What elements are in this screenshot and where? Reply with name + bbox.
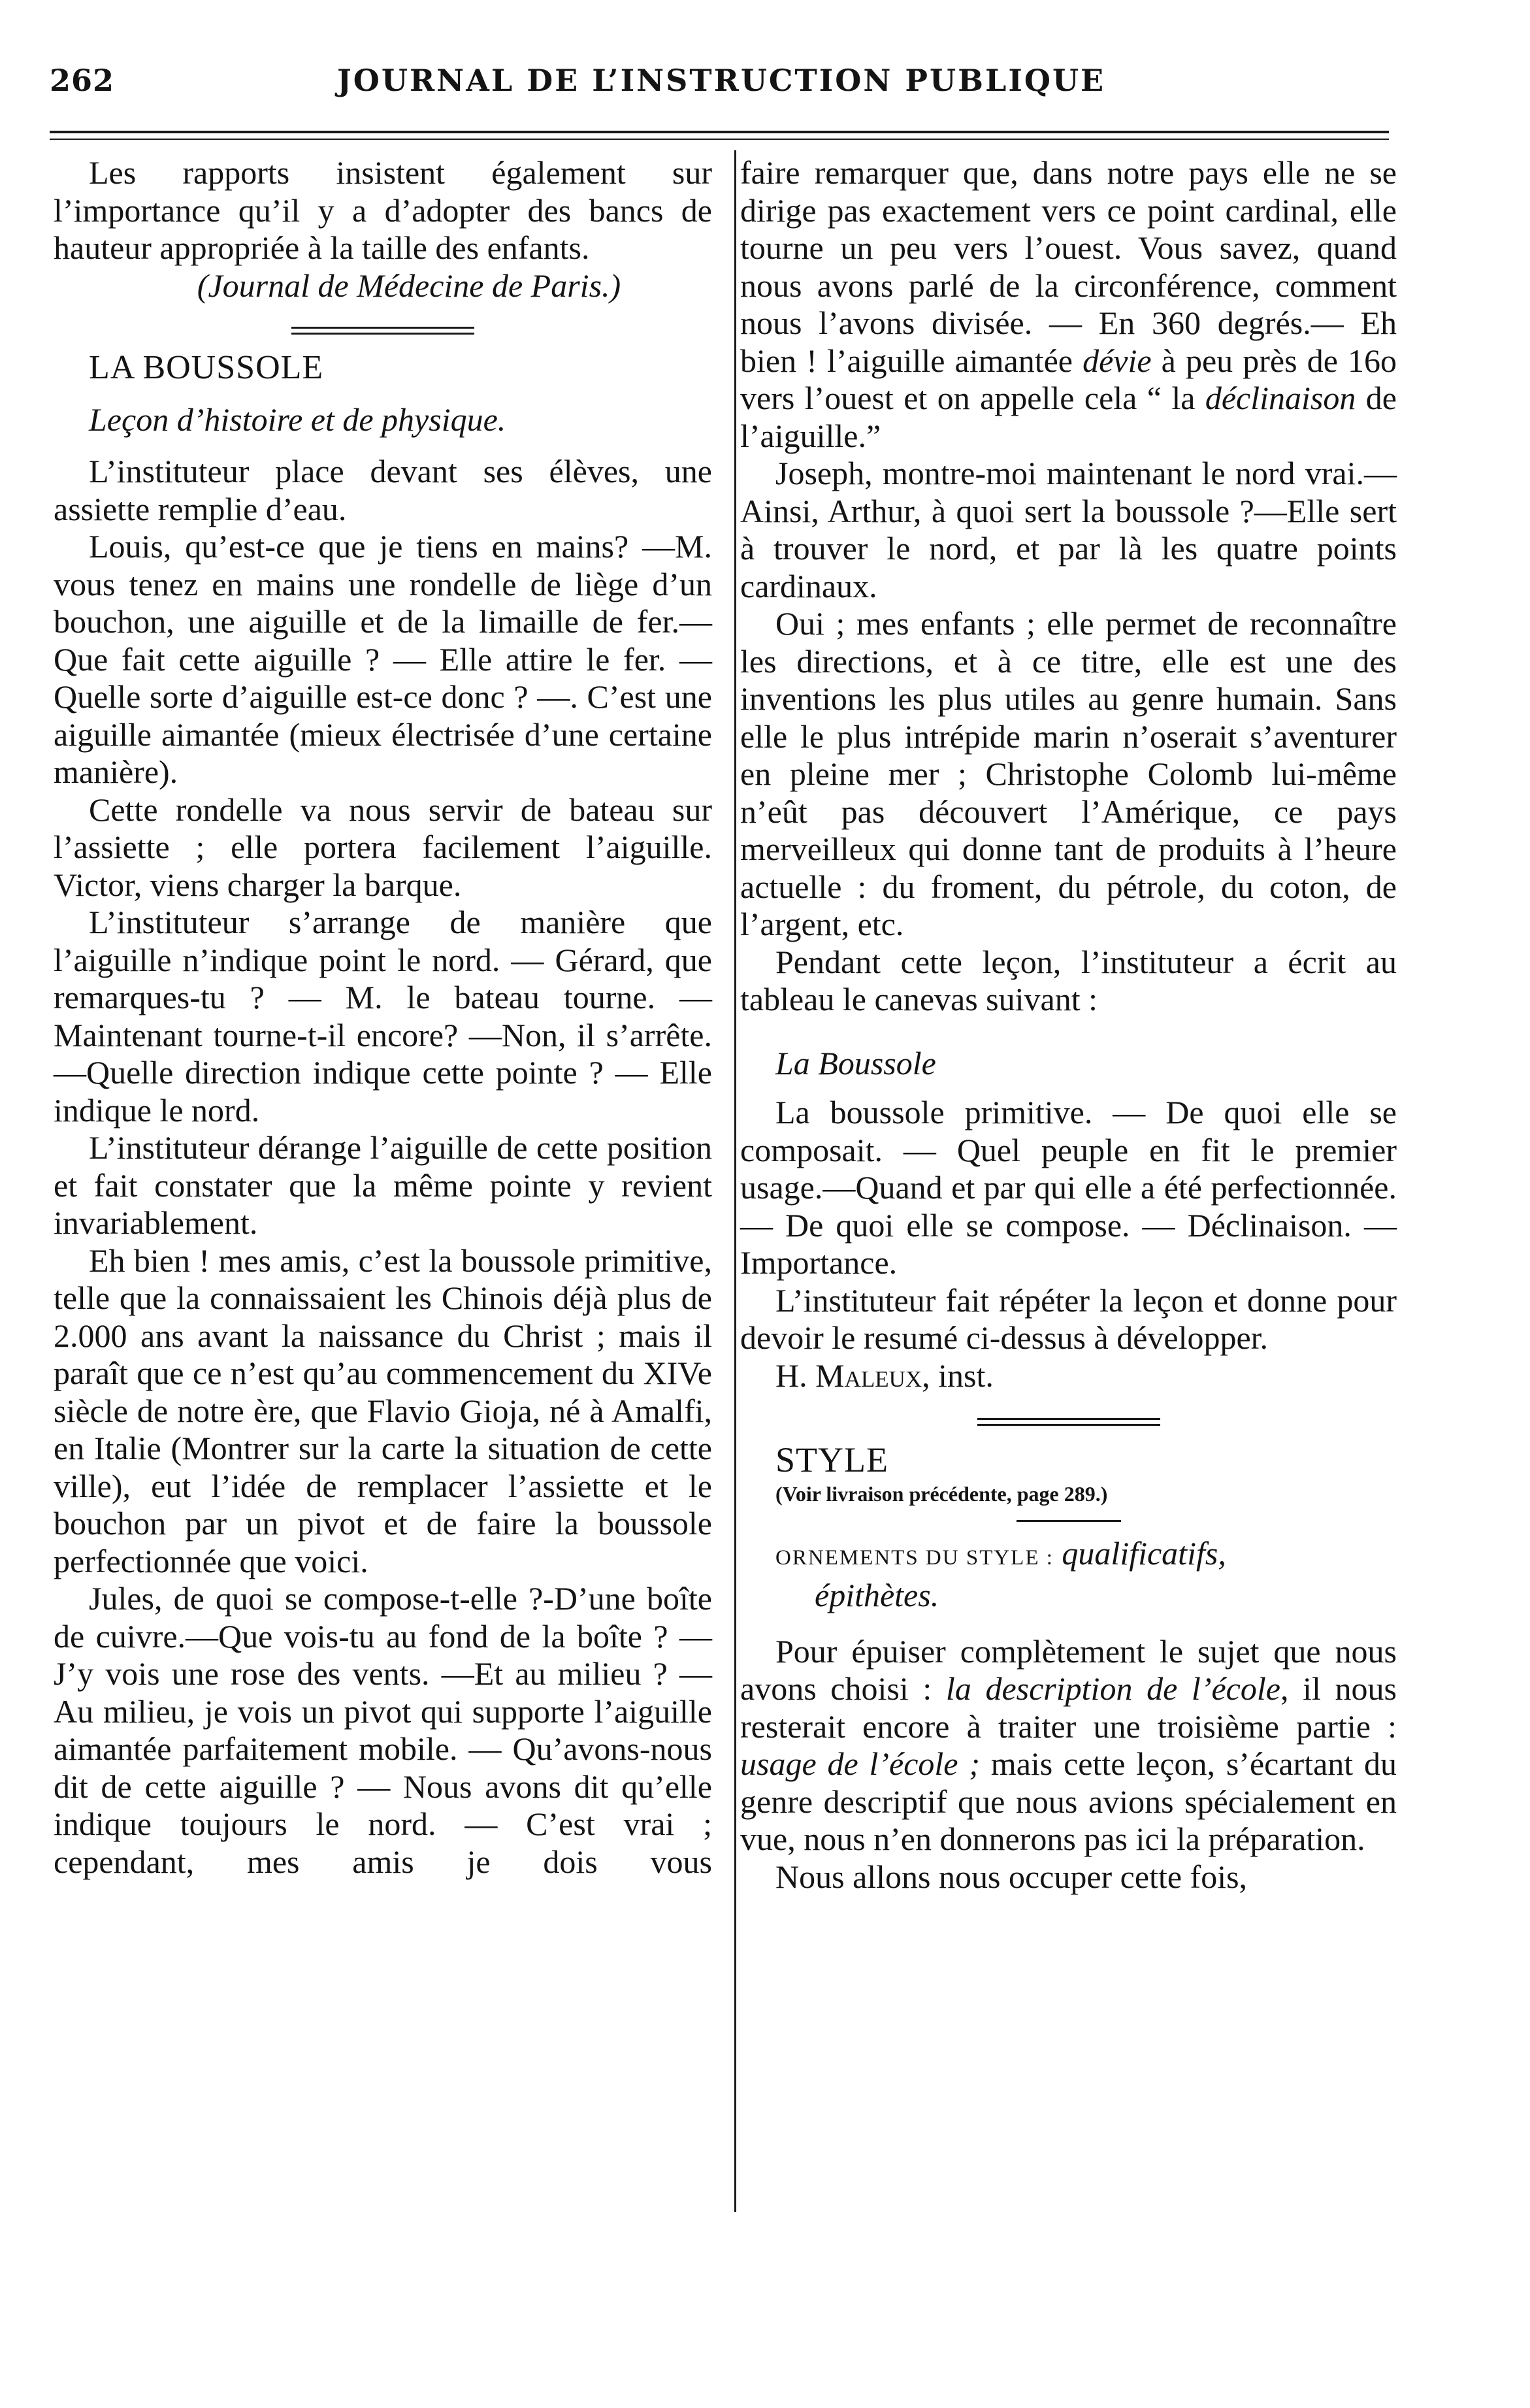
ornements-epithetes: épithètes. (815, 1577, 939, 1613)
style-ornament (977, 1418, 1160, 1426)
style-reference: (Voir livraison précédente, page 289.) (775, 1481, 1108, 1506)
style-p1-text-b: , il nous resterait encore à traiter une troisième partie : (740, 1670, 1397, 1745)
continuation-text-b: à peu près de 16o vers l’ouest et on appelle cela “ la (740, 342, 1397, 416)
signature-name: Maleux (815, 1357, 922, 1394)
section-ornament (291, 327, 474, 335)
signature-initial: H. (775, 1357, 816, 1394)
lesson-paragraph-4: L’instituteur s’arrange de manière que l’aiguille n’indique point le nord. — Gérard, que remarques-tu ? — M. le bateau tourne. — Maintenant tourne-t-il encore? —Non, il s’arrête.—Quelle direction indique cette pointe ? — Elle indique le nord. (54, 904, 712, 1129)
paragraph-bancs: Les rapports insistent également sur l’importance qu’il y a d’adopter des bancs de hauteur appropriée à la taille des enfants. (54, 154, 712, 266)
signature-suffix: , inst. (922, 1357, 994, 1394)
page-number: 262 (50, 63, 115, 98)
author-signature (740, 1357, 1397, 1395)
lesson-paragraph-6: Eh bien ! mes amis, c’est la boussole primitive, telle que la connaissaient les Chinois déjà plus de 2.000 ans avant la naissance du Christ ; mais il paraît que ce n’est qu’au commencement du XIVe siècle de notre ère, que Flavio Gioja, né à Amalfi, en Italie (Montrer sur la carte la situation de cette ville), eut l’idée de remplacer l’assiette et le bouchon par un pivot et de faire la boussole perfectionnée que voici. (54, 1242, 712, 1579)
column-divider (734, 150, 736, 2212)
ornements-caps: ORNEMENTS DU STYLE : (775, 1545, 1054, 1570)
page-header (50, 63, 1389, 110)
style-paragraph-1 (740, 1633, 1397, 1858)
header-rule-thin (50, 139, 1389, 140)
canevas-paragraph-1: La boussole primitive. — De quoi elle se composait. — Quel peuple en fit le premier usage.—Quand et par qui elle a été perfectionnée. — De quoi elle se compose. — Déclinaison. — Importance. (740, 1094, 1397, 1281)
lesson-paragraph-5: L’instituteur dérange l’aiguille de cette position et fait constater que la même pointe y revient invariablement. (54, 1129, 712, 1241)
lesson-paragraph-7: Jules, de quoi se compose-t-elle ?-D’une boîte de cuivre.—Que vois-tu au fond de la boîte ? — J’y vois une rose des vents. —Et au milieu ? — Au milieu, je vois un pivot qui supporte l’aiguille aimantée parfaitement mobile. — Qu’avons-nous dit de cette aiguille ? — Nous avons dit qu’elle indique toujours le nord. — C’est vrai ; cependant, mes amis je dois vous (54, 1580, 712, 1880)
running-title: JOURNAL DE L’INSTRUCTION PUBLIQUE (337, 63, 1106, 98)
right-paragraph-3: Pendant cette leçon, l’instituteur a écrit au tableau le canevas suivant : (740, 943, 1397, 1017)
section-title-boussole: LA BOUSSOLE (89, 349, 324, 386)
left-column (54, 154, 712, 1881)
canevas-title: La Boussole (775, 1044, 936, 1081)
header-rule-thick (50, 131, 1389, 133)
continuation-text-a: faire remarquer que, dans notre pays elle ne se dirige pas exactement vers ce point cardinal, elle tourne un peu vers l’ouest. Vous savez, quand nous avons parlé de la circonférence, comment nous l’avons divisée. — En 360 degrés.— Eh bien ! l’aiguille aimantée (740, 154, 1397, 379)
lesson-paragraph-3: Cette rondelle va nous servir de bateau sur l’assiette ; elle portera facilement l’aiguille. Victor, viens charger la barque. (54, 791, 712, 903)
style-p1-italic-description: la description de l’école (945, 1670, 1280, 1707)
continuation-italic-devie: dévie (1082, 342, 1152, 379)
lesson-paragraph-2: Louis, qu’est-ce que je tiens en mains? —M. vous tenez en mains une rondelle de liège d’un bouchon, une aiguille et de la limaille de fer.— Que fait cette aiguille ? — Elle attire le fer. — Quelle sorte d’aiguille est-ce donc ? —. C’est une aiguille aimantée (mieux électrisée d’une certaine manière). (54, 528, 712, 790)
continuation-text-c: de l’aiguille.” (740, 380, 1397, 454)
style-p1-text-a: Pour épuiser complètement le sujet que nous avons choisi : (740, 1632, 1397, 1707)
section-title-style: STYLE (775, 1440, 888, 1479)
right-paragraph-2: Oui ; mes enfants ; elle permet de reconnaître les directions, et à ce titre, elle est une des inventions les plus utiles au genre humain. Sans elle le plus intrépide marin n’oserait s’aventurer en pleine mer ; Christophe Colomb lui-même n’eût pas découvert l’Amérique, ce pays merveilleux qui donne tant de produits à l’heure actuelle : du froment, du pétrole, du coton, de l’argent, etc. (740, 605, 1397, 942)
section-subtitle: Leçon d’histoire et de physique. (89, 401, 506, 438)
right-column (740, 154, 1397, 1896)
right-paragraph-1: Joseph, montre-moi maintenant le nord vrai.—Ainsi, Arthur, à quoi sert la boussole ?—Elle sert à trouver le nord, et par là les quatre points cardinaux. (740, 455, 1397, 604)
canevas-paragraph-2: L’instituteur fait répéter la leçon et donne pour devoir le resumé ci-dessus à développer. (740, 1281, 1397, 1356)
style-p1-text-c: mais cette leçon, s’écartant du genre descriptif que nous avions spécialement en vue, nous n’en donnerons pas ici la préparation. (740, 1745, 1397, 1857)
style-paragraph-2: Nous allons nous occuper cette fois, (775, 1858, 1248, 1895)
continuation-italic-declinaison: déclinaison (1205, 380, 1356, 416)
continuation-paragraph (740, 154, 1397, 455)
style-p1-italic-usage: usage de l’école ; (740, 1745, 980, 1782)
lesson-paragraph-1: L’instituteur place devant ses élèves, une assiette remplie d’eau. (54, 453, 712, 527)
ornements-qualificatifs: qualificatifs, (1062, 1534, 1226, 1572)
ornements-heading (740, 1535, 1397, 1577)
source-citation: (Journal de Médecine de Paris.) (197, 267, 621, 304)
